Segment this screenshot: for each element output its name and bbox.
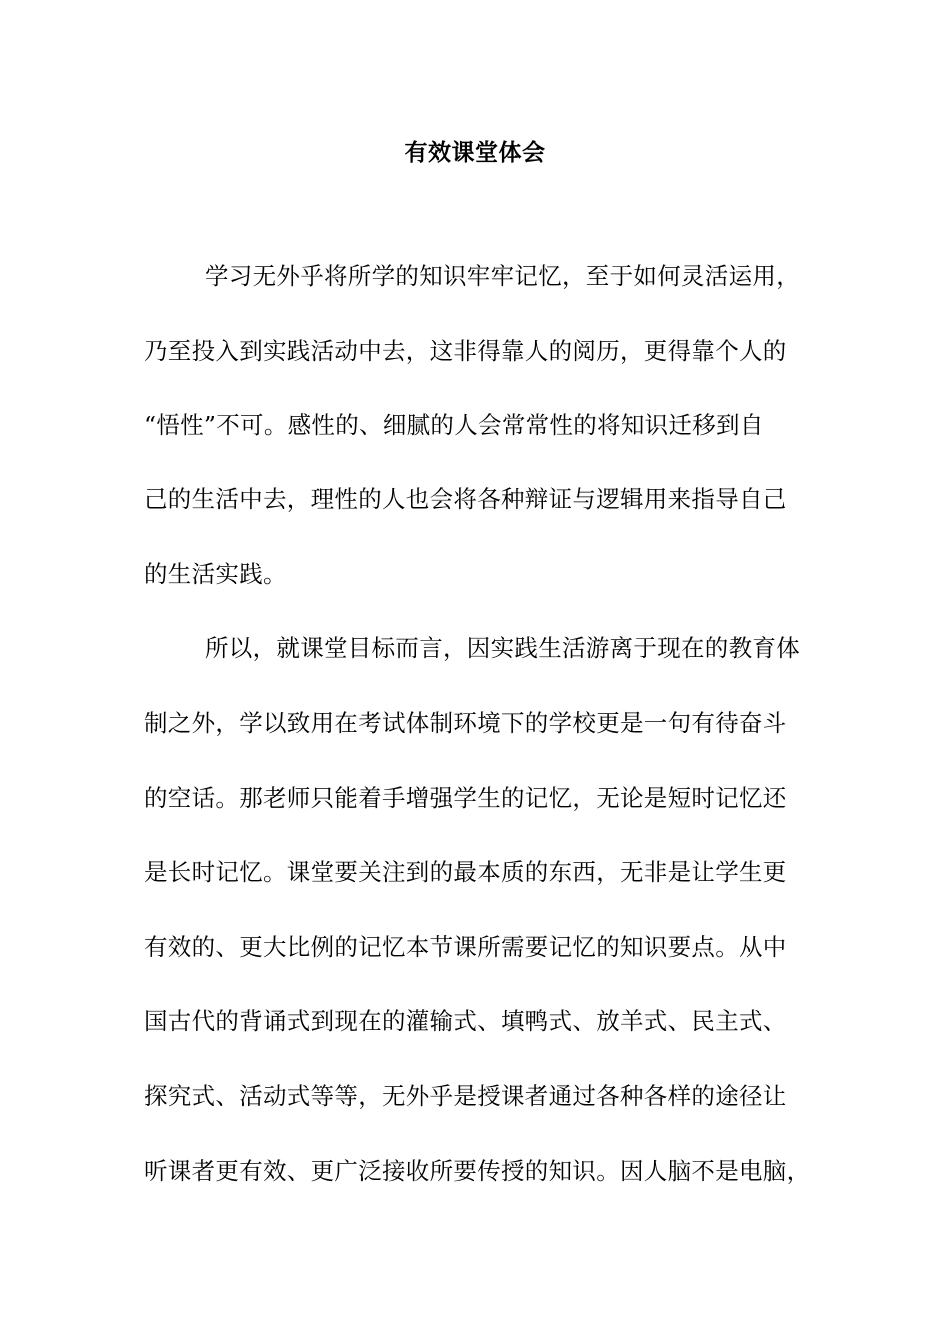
paragraph-1-line-5: 的生活实践。 — [144, 560, 287, 588]
paragraph-2-line-8: 听课者更有效、更广泛接收所要传授的知识。因人脑不是电脑， — [144, 1157, 811, 1185]
paragraph-1-line-3: “悟性”不可。感性的、细腻的人会常常性的将知识迁移到自 — [144, 411, 764, 439]
paragraph-2-line-7: 探究式、活动式等等，无外乎是授课者通过各种各样的途径让 — [144, 1082, 787, 1110]
paragraph-2-line-6: 国古代的背诵式到现在的灌输式、填鸭式、放羊式、民主式、 — [144, 1007, 787, 1035]
paragraph-2-line-3: 的空话。那老师只能着手增强学生的记忆，无论是短时记忆还 — [144, 784, 787, 812]
document-title: 有效课堂体会 — [404, 139, 546, 166]
paragraph-2-line-2: 制之外，学以致用在考试体制环境下的学校更是一句有待奋斗 — [144, 709, 787, 737]
paragraph-1-line-1: 学习无外乎将所学的知识牢牢记忆，至于如何灵活运用， — [205, 262, 800, 290]
paragraph-1-line-4: 己的生活中去，理性的人也会将各种辩证与逻辑用来指导自己 — [144, 485, 787, 513]
paragraph-1-line-2: 乃至投入到实践活动中去，这非得靠人的阅历，更得靠个人的 — [144, 337, 787, 365]
paragraph-2-line-5: 有效的、更大比例的记忆本节课所需要记忆的知识要点。从中 — [144, 933, 787, 961]
paragraph-2-line-1: 所以，就课堂目标而言，因实践生活游离于现在的教育体 — [205, 634, 800, 662]
paragraph-2-line-4: 是长时记忆。课堂要关注到的最本质的东西，无非是让学生更 — [144, 858, 787, 886]
